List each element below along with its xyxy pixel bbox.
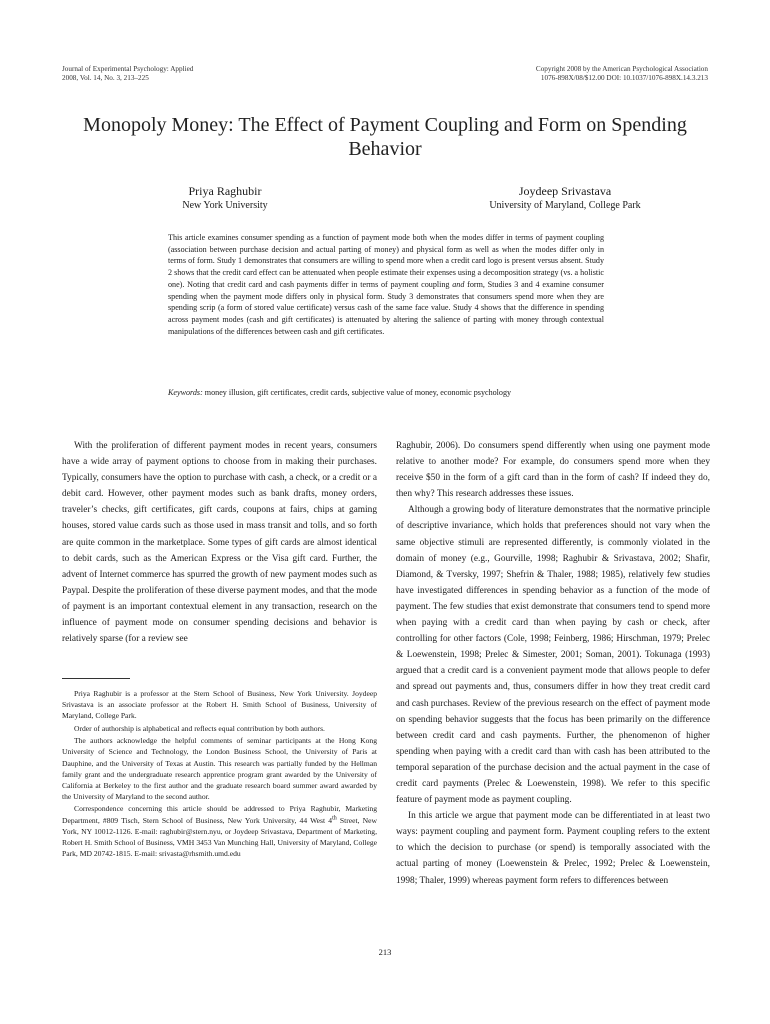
page-number: 213 (378, 947, 392, 957)
paragraph: In this article we argue that payment mode can be differentiated in at least two ways: payment coupling and payment form. Payment coupling refers to the extent to which the decision to purchase (or spend) is temporally associated with the actual parting of money (Loewenstein & Prelec, 1992; Prelec & Loewenstein, 1998; Thaler, 1999) whereas payment form refers to differences between (396, 811, 710, 886)
correspondence-text-2: Street, New York, NY 10012-1126. E-mail: raghubir@stern.nyu, or Joydeep Srivastava, Department of Marketing, Robert H. Smith School of Business, VMH 3453 Van Munching Hall, University of Maryland, College Park, MD 20742-1815. E-mail: srivasta@rhsmith.umd.edu (62, 815, 378, 858)
footnote-authorship: Order of authorship is alphabetical and reflects equal contribution by both authors. (74, 723, 325, 733)
copyright-header (536, 65, 708, 83)
abstract-text-2: form, Studies 3 and 4 examine consumer spending when the payment mode differs only in physical form. Study 3 demonstrates that consumers spend more when they are spending scrip (a form of stored value certificate) versus cash of the same face value. Study 4 shows that the difference in spending across payment modes (cash and gift certificates) is attenuated by altering the salience of parting with money through contextual manipulations of the differences between cash and gift certificates. (168, 279, 604, 336)
journal-header (62, 65, 193, 83)
journal-volume: 2008, Vol. 14, No. 3, 213–225 (62, 74, 149, 82)
keywords (168, 387, 604, 398)
abstract-emphasis: and (452, 279, 465, 289)
footnote-correspondence (62, 803, 377, 858)
keywords-text: money illusion, gift certificates, credit cards, subjective value of money, economic psychology (202, 388, 512, 397)
paragraph: Raghubir, 2006). Do consumers spend differently when using one payment mode relative to another mode? For example, do consumers spend more when they receive $50 in the form of a gift card than in the form of cash? If indeed they do, then why? This research addresses these issues. (396, 441, 710, 500)
article-title: Monopoly Money: The Effect of Payment Coupling and Form on Spending Behavior (83, 114, 687, 160)
doi-line: 1076-898X/08/$12.00 DOI: 10.1037/1076-898X.14.3.213 (540, 74, 708, 82)
abstract (168, 232, 604, 337)
footnote-acknowledgments: The authors acknowledge the helpful comments of seminar participants at the Hong Kong University of Science and Technology, the London Business School, the University of Paris at Dauphine, and the University of Texas at Austin. This research was partially funded by the Hellman family grant and the undergraduate research apprentice program grant awarded by the University of California at Berkeley to the first author and the graduate research board summer award awarded by the University of Maryland to the second author. (62, 736, 377, 801)
author-affiliation-1: New York University (182, 200, 268, 211)
footnotes (62, 688, 377, 860)
body-column-right (396, 438, 710, 889)
body-column-left (62, 438, 377, 647)
footnote-author-note: Priya Raghubir is a professor at the Stern School of Business, New York University. Joydeep Srivastava is an associate professor at the Robert H. Smith School of Business, University of Maryland, College Park. (62, 689, 377, 721)
keywords-label: Keywords: (168, 388, 203, 397)
journal-name: Journal of Experimental Psychology: Applied (62, 65, 194, 73)
copyright-line: Copyright 2008 by the American Psychological Association (535, 65, 708, 73)
author-name-2: Joydeep Srivastava (518, 184, 612, 198)
correspondence-text-1: Correspondence concerning this article should be addressed to Priya Raghubir, Marketing Department, #809 Tisch, Stern School of Business, New York University, 44 West 4 (62, 804, 377, 825)
paragraph: Although a growing body of literature demonstrates that the normative principle of descriptive invariance, which holds that preferences should not vary when the same objective stimuli are represented differently, is commonly violated in the domain of money (e.g., Gourville, 1998; Raghubir & Srivastava, 2002; Shafir, Diamond, & Tversky, 1997; Shefrin & Thaler, 1988; 1985), relatively few studies have investigated differences in spending behavior as a function of the mode of payment. The few studies that exist demonstrate that consumers tend to spend more when paying with a credit card than when paying by cash or check, after controlling for other factors (Cole, 1998; Feinberg, 1986; Hirschman, 1979; Prelec & Loewenstein, 1998; Prelec & Simester, 2001; Soman, 2001). Tokunaga (1993) argued that a credit card is a convenient payment mode that allows people to defer and spread out payments and, thus, consumers differ in how they treat credit card and cash purchases. Review of the previous research on the effect of payment mode on spending behavior suggests that the focus has been primarily on the difference between credit card and cash payments. Further, the phenomenon of higher spending when paying with a credit card than with cash has been attributed to the temporal separation of the purchase decision and the actual payment in the case of credit card payments (Prelec & Loewenstein, 1998). We refer to this specific feature of payment mode as payment coupling. (396, 505, 710, 806)
author-name-1: Priya Raghubir (188, 184, 262, 198)
author-affiliation-2: University of Maryland, College Park (489, 200, 641, 211)
paragraph: With the proliferation of different payment modes in recent years, consumers have a wide array of payment options to choose from in making their purchases. Typically, consumers have the option to purchase with cash, a check, or a credit or a debit card. However, other payment modes such as bank drafts, money orders, traveler’s checks, gift certificates, gift cards, coupons at fairs, chips at gaming houses, stored value cards such as those used in mass transit and tolls, and so forth are quite common in the marketplace. Some types of gift cards are almost identical to debit cards, such as the American Express or the Visa gift card. Further, the advent of Internet commerce has spurred the growth of new payment modes such as Paypal. Despite the proliferation of these diverse payment modes, and that the mode of payment is an important contextual element in any transaction, research on the influence of payment mode on consumer spending decisions and behavior is relatively sparse (for a review see (62, 441, 378, 645)
footnote-rule (62, 678, 130, 679)
superscript: th (332, 815, 337, 821)
abstract-text-1: This article examines consumer spending as a function of payment mode both when the modes differ in terms of payment coupling (association between purchase decision and actual parting of money) and physical form as well as when the modes differ only in terms of form. Study 1 demonstrates that consumers are willing to spend more when a credit card logo is present versus absent. Study 2 shows that the credit card effect can be attenuated when people estimate their expenses using a decomposition strategy (vs. a holistic one). Noting that credit card and cash payments differ in terms of payment coupling (168, 233, 604, 289)
